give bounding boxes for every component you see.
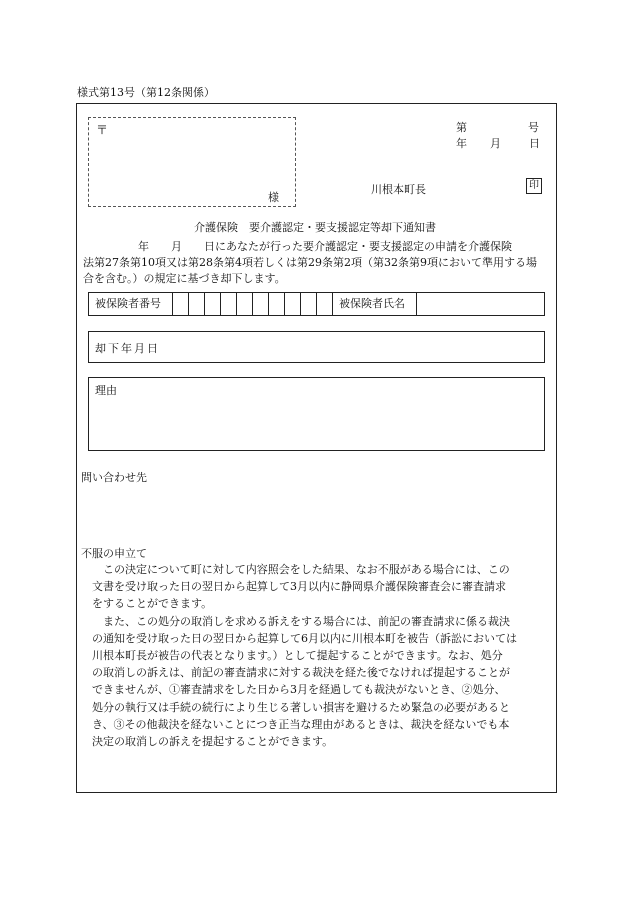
- objection-line: 処分の執行又は手続の続行により生じる著しい損害を避けるため緊急の必要があると: [81, 700, 510, 714]
- rejection-date-box[interactable]: [88, 331, 545, 363]
- date-month-label: 月: [490, 137, 501, 150]
- intro-line: 年 月 日にあなたが行った要介護認定・要支援認定の申請を介護保険: [83, 240, 512, 253]
- insured-number-digit[interactable]: [205, 293, 221, 315]
- honorific-sama: 様: [268, 191, 279, 204]
- insured-number-digit[interactable]: [253, 293, 269, 315]
- insured-name-label: 被保険者氏名: [333, 293, 417, 315]
- objection-line: この決定について町に対して内容照会をした結果、なお不服がある場合には、この: [81, 563, 510, 576]
- insured-number-digit[interactable]: [237, 293, 253, 315]
- contact-label: 問い合わせ先: [81, 471, 147, 484]
- objection-line: き、③その他裁決を経ないことにつき正当な理由があるときは、裁決を経ないでも本: [81, 717, 510, 731]
- objection-line: をすることができます。: [81, 597, 213, 611]
- objection-line: また、この処分の取消しを求める訴えをする場合には、前記の審査請求に係る裁決: [81, 614, 510, 628]
- rejection-date-label: 却下年月日: [95, 342, 160, 355]
- postal-mark: 〒: [96, 123, 109, 137]
- form-number-label: 様式第13号（第12条関係）: [77, 86, 215, 99]
- insured-number-digit[interactable]: [269, 293, 285, 315]
- doc-number-go: 号: [528, 121, 539, 134]
- document-title: 介護保険 要介護認定・要支援認定等却下通知書: [194, 221, 436, 234]
- date-day-label: 日: [529, 137, 540, 150]
- seal-stamp: 印: [526, 178, 542, 194]
- objection-line: できませんが、①審査請求をした日から3月を経過しても裁決がないとき、②処分、: [81, 683, 506, 697]
- insured-row: [88, 292, 545, 316]
- objection-line: の通知を受け取った日の翌日から起算して6月以内に川根本町を被告（訴訟においては: [81, 631, 517, 645]
- objection-line: 川根本町長が被告の代表となります。）として提起することができます。なお、処分: [81, 649, 503, 663]
- intro-paragraph: [83, 239, 549, 287]
- objection-line: 決定の取消しの訴えを提起することができます。: [81, 735, 334, 749]
- insured-number-digit[interactable]: [173, 293, 189, 315]
- objection-heading: 不服の申立て: [81, 547, 147, 560]
- date-year-label: 年: [456, 137, 467, 150]
- address-box: [88, 117, 296, 207]
- reason-label: 理由: [95, 384, 117, 397]
- intro-line: 合を含む。）の規定に基づき却下します。: [83, 272, 286, 285]
- insured-number-digit[interactable]: [317, 293, 333, 315]
- insured-number-digit[interactable]: [285, 293, 301, 315]
- insured-number-digit[interactable]: [301, 293, 317, 315]
- insured-number-label: 被保険者番号: [89, 293, 173, 315]
- objection-line: の取消しの訴えは、前記の審査請求に対する裁決を経た後でなければ提起することが: [81, 666, 510, 680]
- objection-paragraph: [81, 561, 551, 750]
- insured-name-field[interactable]: [417, 293, 544, 315]
- objection-line: 文書を受け取った日の翌日から起算して3月以内に静岡県介護保険審査会に審査請求: [81, 580, 506, 594]
- doc-number-dai: 第: [456, 121, 467, 134]
- intro-line: 法第27条第10項又は第28条第4項若しくは第29条第2項（第32条第9項において準用する場: [83, 256, 537, 269]
- reason-box[interactable]: [88, 377, 545, 451]
- insured-number-digit[interactable]: [221, 293, 237, 315]
- issuer-name: 川根本町長: [371, 183, 426, 196]
- insured-number-digit[interactable]: [189, 293, 205, 315]
